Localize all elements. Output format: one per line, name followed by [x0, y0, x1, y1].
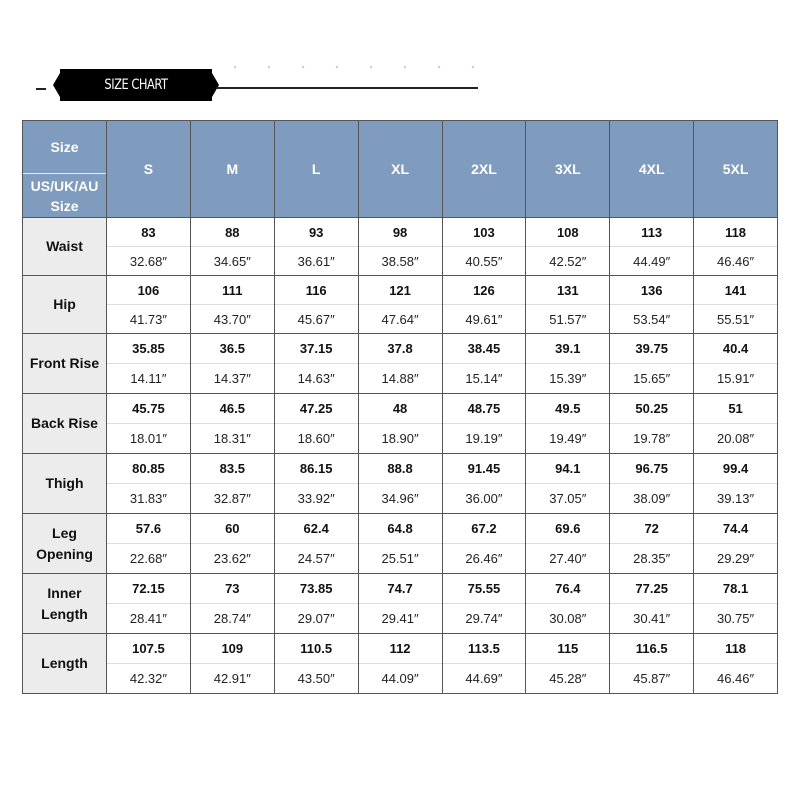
cm-value: 51: [694, 394, 777, 424]
inch-value: 14.11″: [130, 371, 167, 386]
measurement-cell: [190, 634, 274, 694]
cm-value: 37.8: [359, 334, 442, 364]
measurement-cell: [526, 454, 610, 514]
cm-value: 118: [694, 218, 777, 247]
cm-value: 48.75: [443, 394, 526, 424]
measurement-cell: [107, 514, 191, 574]
header-rule: [216, 87, 478, 89]
inch-value: 28.41″: [129, 611, 167, 626]
measurement-cell: [274, 634, 358, 694]
cm-value: 73.85: [275, 574, 358, 604]
cm-value: 76.4: [526, 574, 609, 604]
measurement-cell: [274, 514, 358, 574]
inch-value: 27.40″: [549, 551, 587, 566]
table-row: [23, 454, 778, 514]
measurement-cell: [610, 334, 694, 394]
inch-value: 42.32″: [129, 671, 167, 686]
measurement-cell: [442, 218, 526, 276]
cm-value: 72: [610, 514, 693, 544]
cm-value: 57.6: [107, 514, 190, 544]
cm-value: 80.85: [107, 454, 190, 484]
cm-value: 131: [526, 276, 609, 305]
measurement-cell: [610, 394, 694, 454]
inch-value: 53.54″: [633, 311, 671, 327]
measurement-cell: [190, 514, 274, 574]
cm-value: 64.8: [359, 514, 442, 544]
inch-value: 41.73″: [129, 311, 167, 327]
cm-value: 62.4: [275, 514, 358, 544]
cm-value: 93: [275, 218, 358, 247]
cm-value: 60: [191, 514, 274, 544]
cm-value: 88: [191, 218, 274, 247]
measurement-cell: [274, 276, 358, 334]
measurement-cell: [694, 514, 778, 574]
inch-value: 19.19″: [465, 431, 503, 446]
size-header: 2XL: [442, 121, 526, 218]
inch-value: 25.51″: [381, 551, 419, 566]
inch-value: 28.74″: [213, 611, 251, 626]
inch-value: 55.51″: [716, 311, 755, 327]
table-row: [23, 514, 778, 574]
measurement-cell: [190, 574, 274, 634]
measurement-label: [23, 334, 107, 394]
inch-value: 51.57″: [549, 311, 587, 327]
measurement-label-line1: Waist: [46, 238, 83, 254]
cm-value: 88.8: [359, 454, 442, 484]
inch-value: 29.07″: [297, 611, 335, 626]
measurement-cell: [526, 218, 610, 276]
cm-value: 35.85: [107, 334, 190, 364]
inch-value: 44.09″: [381, 671, 419, 686]
cm-value: 49.5: [526, 394, 609, 424]
measurement-label: [23, 634, 107, 694]
inch-value: 36.61″: [297, 253, 335, 269]
cm-value: 39.75: [610, 334, 693, 364]
size-table: [22, 120, 778, 694]
measurement-cell: [610, 574, 694, 634]
inch-value: 46.46″: [716, 253, 755, 269]
measurement-cell: [442, 574, 526, 634]
cm-value: 86.15: [275, 454, 358, 484]
measurement-cell: [694, 218, 778, 276]
chart-title: SIZE CHART: [104, 77, 168, 93]
measurement-cell: [107, 574, 191, 634]
measurement-cell: [526, 514, 610, 574]
cm-value: 39.1: [526, 334, 609, 364]
cm-value: 126: [443, 276, 526, 305]
cm-value: 141: [694, 276, 777, 305]
measurement-cell: [694, 634, 778, 694]
measurement-label-line1: Front Rise: [29, 355, 100, 371]
inch-value: 15.91″: [716, 371, 755, 386]
size-header: 5XL: [694, 121, 778, 218]
measurement-cell: [107, 334, 191, 394]
cm-value: 103: [443, 218, 526, 247]
corner-region-label: [23, 174, 106, 217]
inch-value: 37.05″: [549, 491, 587, 506]
cm-value: 99.4: [694, 454, 777, 484]
size-header: XL: [358, 121, 442, 218]
measurement-label: [23, 514, 107, 574]
inch-value: 26.46″: [465, 551, 503, 566]
measurement-cell: [442, 394, 526, 454]
inch-value: 44.49″: [633, 253, 671, 269]
cm-value: 94.1: [526, 454, 609, 484]
inch-value: 15.65″: [633, 371, 671, 386]
cm-value: 67.2: [443, 514, 526, 544]
inch-value: 45.67″: [297, 311, 335, 327]
measurement-label: [23, 454, 107, 514]
inch-value: 14.37″: [213, 371, 251, 386]
measurement-cell: [442, 334, 526, 394]
cm-value: 110.5: [275, 634, 358, 664]
measurement-label-line1: Inner: [47, 584, 82, 601]
inch-value: 33.92″: [297, 491, 335, 506]
measurement-label: [23, 218, 107, 276]
table-row: [23, 634, 778, 694]
inch-value: 45.87″: [633, 671, 671, 686]
measurement-cell: [190, 276, 274, 334]
cm-value: 36.5: [191, 334, 274, 364]
measurement-cell: [442, 276, 526, 334]
size-header: M: [190, 121, 274, 218]
measurement-cell: [190, 334, 274, 394]
inch-value: 15.39″: [549, 371, 587, 386]
size-header: L: [274, 121, 358, 218]
measurement-label: [23, 394, 107, 454]
measurement-cell: [274, 394, 358, 454]
measurement-cell: [694, 276, 778, 334]
measurement-label-line1: Leg: [52, 524, 77, 541]
cm-value: 121: [359, 276, 442, 305]
size-header: 3XL: [526, 121, 610, 218]
inch-value: 30.75″: [716, 611, 755, 626]
measurement-label-line1: Hip: [53, 296, 76, 312]
cm-value: 98: [359, 218, 442, 247]
measurement-label-line1: Back Rise: [31, 415, 98, 431]
corner-region-line1: US/UK/AU: [30, 177, 99, 194]
measurement-cell: [274, 454, 358, 514]
cm-value: 112: [359, 634, 442, 664]
measurement-label-line2: Length: [41, 605, 88, 622]
table-row: [23, 394, 778, 454]
inch-value: 23.62″: [213, 551, 251, 566]
inch-value: 46.46″: [716, 671, 755, 686]
inch-value: 32.68″: [129, 253, 167, 269]
measurement-cell: [107, 454, 191, 514]
inch-value: 29.29″: [716, 551, 755, 566]
measurement-cell: [694, 394, 778, 454]
inch-value: 39.13″: [716, 491, 755, 506]
cm-value: 108: [526, 218, 609, 247]
corner-size-label: Size: [23, 121, 106, 174]
inch-value: 44.69″: [465, 671, 503, 686]
measurement-cell: [610, 634, 694, 694]
measurement-cell: [358, 454, 442, 514]
measurement-cell: [107, 276, 191, 334]
measurement-cell: [190, 218, 274, 276]
cm-value: 109: [191, 634, 274, 664]
measurement-cell: [694, 454, 778, 514]
measurement-cell: [107, 394, 191, 454]
measurement-cell: [190, 394, 274, 454]
inch-value: 30.41″: [633, 611, 671, 626]
measurement-cell: [526, 634, 610, 694]
inch-value: 19.78″: [633, 431, 671, 446]
cm-value: 50.25: [610, 394, 693, 424]
measurement-cell: [107, 218, 191, 276]
inch-value: 32.87″: [213, 491, 251, 506]
cm-value: 45.75: [107, 394, 190, 424]
inch-value: 36.00″: [465, 491, 503, 506]
measurement-label-line2: Opening: [36, 545, 93, 562]
measurement-cell: [442, 634, 526, 694]
measurement-label-line1: Length: [41, 655, 88, 671]
header-dots: [218, 65, 478, 69]
inch-value: 19.49″: [549, 431, 587, 446]
measurement-cell: [358, 394, 442, 454]
measurement-cell: [610, 514, 694, 574]
table-row: [23, 218, 778, 276]
header-dash: [36, 88, 46, 90]
cm-value: 115: [526, 634, 609, 664]
measurement-cell: [610, 218, 694, 276]
measurement-cell: [526, 574, 610, 634]
measurement-cell: [526, 276, 610, 334]
inch-value: 22.68″: [129, 551, 167, 566]
cm-value: 116.5: [610, 634, 693, 664]
cm-value: 113: [610, 218, 693, 247]
measurement-cell: [442, 454, 526, 514]
inch-value: 24.57″: [297, 551, 335, 566]
measurement-cell: [694, 574, 778, 634]
inch-value: 42.52″: [549, 253, 587, 269]
measurement-label: [23, 574, 107, 634]
cm-value: 37.15: [275, 334, 358, 364]
title-banner: [60, 69, 212, 101]
measurement-label-line1: Thigh: [45, 475, 84, 491]
cm-value: 113.5: [443, 634, 526, 664]
size-chart-header: [0, 60, 800, 110]
inch-value: 40.55″: [465, 253, 503, 269]
inch-value: 42.91″: [213, 671, 251, 686]
cm-value: 107.5: [107, 634, 190, 664]
measurement-cell: [610, 454, 694, 514]
inch-value: 34.65″: [213, 253, 251, 269]
measurement-cell: [526, 334, 610, 394]
measurement-cell: [274, 574, 358, 634]
measurement-cell: [694, 334, 778, 394]
cm-value: 74.7: [359, 574, 442, 604]
inch-value: 14.63″: [297, 371, 335, 386]
table-row: [23, 334, 778, 394]
cm-value: 73: [191, 574, 274, 604]
cm-value: 69.6: [526, 514, 609, 544]
inch-value: 31.83″: [129, 491, 167, 506]
inch-value: 20.08″: [716, 431, 755, 446]
inch-value: 18.31″: [213, 431, 251, 446]
measurement-cell: [107, 634, 191, 694]
inch-value: 43.50″: [297, 671, 335, 686]
inch-value: 45.28″: [549, 671, 587, 686]
inch-value: 18.01″: [129, 431, 167, 446]
cm-value: 106: [107, 276, 190, 305]
cm-value: 111: [191, 276, 274, 305]
cm-value: 83.5: [191, 454, 274, 484]
measurement-label: [23, 276, 107, 334]
cm-value: 47.25: [275, 394, 358, 424]
size-header-row: [23, 121, 778, 218]
inch-value: 18.60″: [297, 431, 335, 446]
size-header: S: [107, 121, 191, 218]
size-header: 4XL: [610, 121, 694, 218]
inch-value: 29.41″: [381, 611, 419, 626]
cm-value: 96.75: [610, 454, 693, 484]
measurement-cell: [358, 276, 442, 334]
inch-value: 49.61″: [465, 311, 503, 327]
inch-value: 47.64″: [381, 311, 419, 327]
measurement-cell: [358, 574, 442, 634]
cm-value: 83: [107, 218, 190, 247]
inch-value: 30.08″: [549, 611, 587, 626]
measurement-cell: [274, 218, 358, 276]
cm-value: 75.55: [443, 574, 526, 604]
size-corner-cell: [23, 121, 107, 218]
cm-value: 78.1: [694, 574, 777, 604]
cm-value: 136: [610, 276, 693, 305]
cm-value: 40.4: [694, 334, 777, 364]
cm-value: 77.25: [610, 574, 693, 604]
measurement-cell: [358, 514, 442, 574]
cm-value: 116: [275, 276, 358, 305]
inch-value: 38.58″: [381, 253, 419, 269]
inch-value: 29.74″: [465, 611, 503, 626]
inch-value: 14.88″: [381, 371, 419, 386]
cm-value: 72.15: [107, 574, 190, 604]
inch-value: 15.14″: [465, 371, 503, 386]
cm-value: 48: [359, 394, 442, 424]
measurement-cell: [358, 634, 442, 694]
table-row: [23, 574, 778, 634]
measurement-cell: [526, 394, 610, 454]
corner-region-line2: Size: [50, 197, 79, 214]
cm-value: 46.5: [191, 394, 274, 424]
measurement-cell: [190, 454, 274, 514]
cm-value: 118: [694, 634, 777, 664]
inch-value: 43.70″: [213, 311, 251, 327]
cm-value: 38.45: [443, 334, 526, 364]
cm-value: 91.45: [443, 454, 526, 484]
measurement-cell: [358, 334, 442, 394]
table-row: [23, 276, 778, 334]
inch-value: 28.35″: [633, 551, 671, 566]
measurement-cell: [442, 514, 526, 574]
measurement-cell: [358, 218, 442, 276]
cm-value: 74.4: [694, 514, 777, 544]
inch-value: 34.96″: [381, 491, 419, 506]
measurement-cell: [274, 334, 358, 394]
measurement-cell: [610, 276, 694, 334]
inch-value: 38.09″: [633, 491, 671, 506]
inch-value: 18.90″: [381, 431, 419, 446]
measurement-rows: [23, 218, 778, 694]
